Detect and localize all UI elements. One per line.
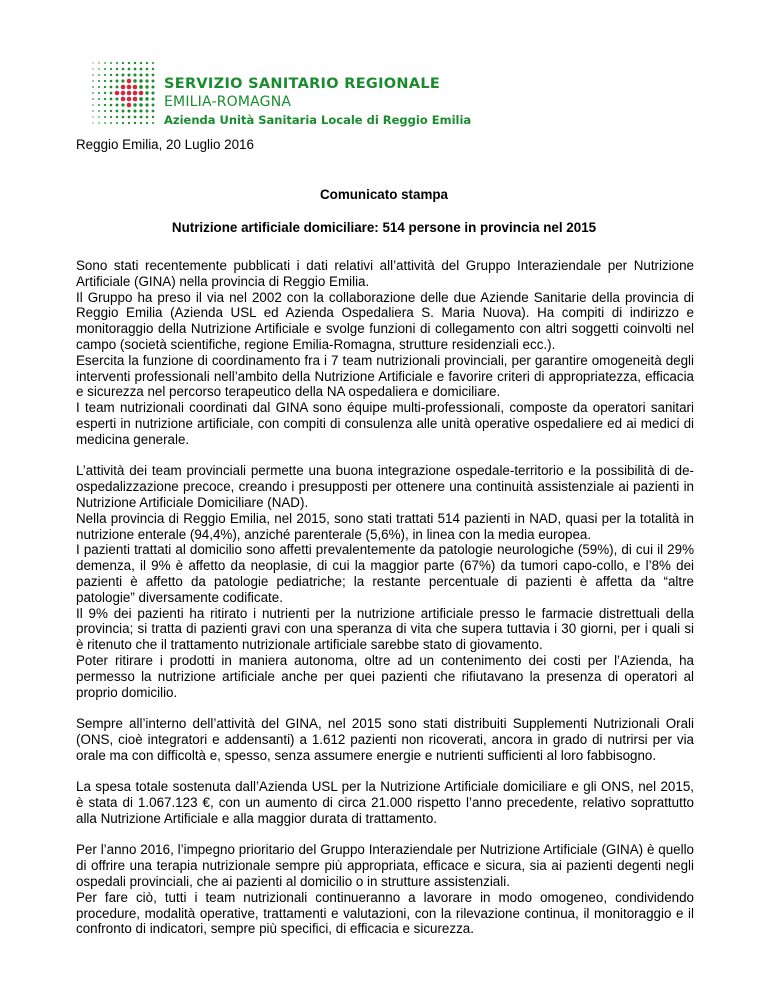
document-title: Comunicato stampa bbox=[320, 187, 448, 202]
body-text: Il Gruppo ha preso il via nel 2002 con la collaborazione delle due Aziende Sanitarie della provincia di Reggio Emilia (Azienda USL ed Azienda Ospedaliera S. Maria Nuova). Ha compiti di indirizzo e monitoraggio della Nutrizione Artificiale e svolge funzioni di collegamento con altri soggetti coinvolti nel campo (società scientifiche, regione Emilia-Romagna, strutture residenziali ecc.). bbox=[76, 289, 694, 352]
body-text: I pazienti trattati al domicilio sono affetti prevalentemente da patologie neurologiche (59%), di cui il 29% demenza, il 9% è affetto da neoplasie, di cui la maggior parte (67%) da tumori capo-collo, e l’8% dei pazienti è affetto da patologie pediatriche; la restante percentuale di pazienti è affetta da “altre patologie” diversamente codificate. bbox=[76, 542, 694, 605]
body-text: Esercita la funzione di coordinamento fra i 7 team nutrizionali provinciali, per garantire omogeneità degli interventi professionali nell’ambito della Nutrizione Artificiale e favorire criteri di appropriatezza, efficacia e sicurezza nel percorso terapeutico della NA ospedaliera e domiciliare. bbox=[76, 352, 694, 400]
body-text: Il 9% dei pazienti ha ritirato i nutrienti per la nutrizione artificiale presso le farmacie distrettuali della provincia; si tratta di pazienti gravi con una speranza di vita che supera tuttavia i 30 giorni, per i quali si è ritenuto che il trattamento nutrizionale artificiale sarebbe stato di giovamento. bbox=[76, 605, 694, 653]
body-text: Sono stati recentemente pubblicati i dati relativi all’attività del Gruppo Interaziendale per Nutrizione Artificiale (GINA) nella provincia di Reggio Emilia. bbox=[76, 258, 694, 289]
paragraph bbox=[76, 842, 694, 937]
paragraph bbox=[76, 779, 694, 826]
org-name-line2: EMILIA-ROMAGNA bbox=[164, 94, 292, 110]
body-text: I team nutrizionali coordinati dal GINA sono équipe multi-professionali, composte da operatori sanitari esperti in nutrizione artificiale, con compiti di consulenza alle unità operative ospedaliere ed ai medici di medicina generale. bbox=[76, 400, 694, 447]
org-name-line1: SERVIZIO SANITARIO REGIONALE bbox=[164, 76, 441, 92]
document-subtitle: Nutrizione artificiale domiciliare: 514 persone in provincia nel 2015 bbox=[171, 220, 597, 235]
body-text: Poter ritirare i prodotti in maniera autonoma, oltre ad un contenimento dei costi per l’Azienda, ha permesso la nutrizione artificiale anche per quei pazienti che rifiutavano la presenza di operatori al proprio domicilio. bbox=[76, 652, 694, 700]
body-text: L’attività dei team provinciali permette una buona integrazione ospedale-territorio e la possibilità di de-ospedalizzazione precoce, creando i presupposti per ottenere una continuità assistenziale ai pazienti in Nutrizione Artificiale Domiciliare (NAD). bbox=[76, 463, 694, 510]
dateline: Reggio Emilia, 20 Luglio 2016 bbox=[76, 137, 254, 152]
body-text: La spesa totale sostenuta dall’Azienda USL per la Nutrizione Artificiale domiciliare e gli ONS, nel 2015, è stata di 1.067.123 €, con un aumento di circa 21.000 rispetto l’anno precedente, relativo soprattutto alla Nutrizione Artificiale e alla maggior durata di trattamento. bbox=[76, 779, 694, 826]
body-text: Per l’anno 2016, l’impegno prioritario del Gruppo Interaziendale per Nutrizione Artificiale (GINA) è quello di offrire una terapia nutrizionale sempre più appropriata, efficace e sicura, sia ai pazienti degenti negli ospedali provinciali, che ai pazienti al domicilio o in strutture assistenziali. bbox=[76, 842, 694, 890]
paragraph bbox=[76, 258, 694, 448]
regional-health-logo-icon bbox=[90, 60, 156, 126]
document-body bbox=[76, 258, 694, 953]
body-text: Nella provincia di Reggio Emilia, nel 2015, sono stati trattati 514 pazienti in NAD, quasi per la totalità in nutrizione enterale (94,4%), anziché parenterale (5,6%), in linea con la media europea. bbox=[76, 510, 694, 542]
body-text: Per fare ciò, tutti i team nutrizionali continueranno a lavorare in modo omogeneo, condividendo procedure, modalità operative, trattamenti e valutazioni, con la rilevazione continua, il monitoraggio e il confronto di indicatori, sempre più specifici, di efficacia e sicurezza. bbox=[76, 889, 694, 937]
paragraph bbox=[76, 716, 694, 763]
body-text: Sempre all’interno dell’attività del GINA, nel 2015 sono stati distribuiti Supplementi Nutrizionali Orali (ONS, cioè integratori e addensanti) a 1.612 pazienti non ricoverati, ancora in grado di nutrirsi per via orale ma con difficoltà e, spesso, senza assumere energie e nutrienti sufficienti al loro fabbisogno. bbox=[76, 716, 694, 763]
org-name-line3: Azienda Unità Sanitaria Locale di Reggio Emilia bbox=[164, 113, 472, 127]
paragraph bbox=[76, 463, 694, 700]
